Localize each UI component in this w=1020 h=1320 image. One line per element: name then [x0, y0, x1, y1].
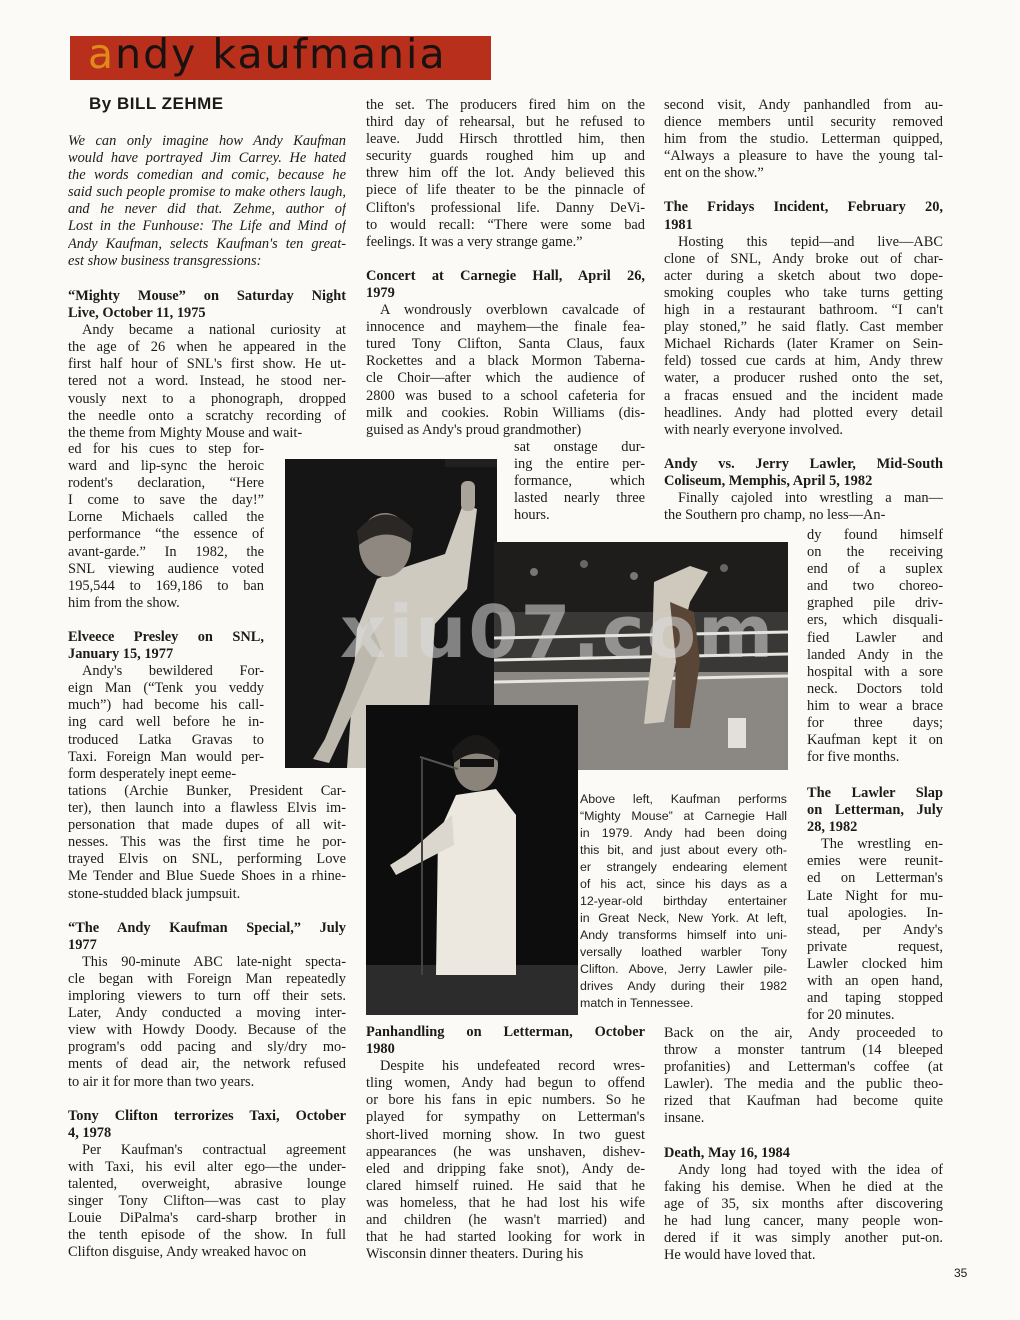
text-line: ent on the show.”	[664, 165, 764, 182]
text-line: A wondrously overblown cavalcade of	[380, 302, 645, 319]
text-line: performance “the essence of	[68, 526, 264, 543]
article-title	[88, 30, 447, 78]
heading-fridays	[664, 199, 943, 233]
text-line: milk and cookies. Robin Williams (dis-	[366, 404, 645, 421]
text-line: piece of life theater to be the pinnacle of	[366, 182, 645, 199]
text-line: security guards roughed him up and	[366, 148, 645, 165]
text-line: fied Lawler and	[807, 629, 943, 646]
col3-bottom	[664, 1025, 943, 1264]
text-line: ed for his cues to step for-	[68, 441, 264, 457]
text-line: ward and lip-sync the heroic	[68, 458, 264, 475]
text-line: rized that Kaufman had become quite	[664, 1093, 943, 1110]
text-line: much”) had become his call-	[68, 697, 264, 714]
death-text	[664, 1162, 943, 1265]
text-line: Wisconsin dinner theaters. During his	[366, 1246, 584, 1263]
panhandling-cont	[664, 97, 943, 182]
col3-wrap-1	[807, 527, 943, 766]
text-line: Rockettes and a black Mormon Taberna-	[366, 353, 645, 370]
col1-top	[68, 288, 346, 442]
text-line: We can only imagine how Andy Kaufman	[68, 133, 346, 149]
text-line: with nearly everyone involved.	[664, 421, 844, 438]
clifton-text	[68, 1142, 346, 1262]
text-line: SNL viewing audience voted	[68, 560, 264, 577]
mighty-mouse-text-a	[68, 322, 346, 442]
text-line: Michael Richards (later Kramer on Sein-	[664, 336, 943, 353]
text-line: the Southern pro champ, no less—An-	[664, 507, 886, 524]
carnegie-text-a	[366, 302, 645, 439]
text-line: tured Tony Clifton, Santa Claus, faux	[366, 336, 645, 353]
col3-top	[664, 97, 943, 524]
text-line: Lawler). The media and the public theo-	[664, 1076, 943, 1093]
text-line: program's odd pacing and sly/dry mo-	[68, 1039, 346, 1056]
text-line: in 1979. Andy had been doing	[580, 826, 787, 840]
heading-mighty-mouse	[68, 288, 346, 322]
text-line: graphed pile driv-	[807, 595, 943, 612]
text-line: stead, per Andy's	[807, 921, 943, 938]
panhandling-text	[366, 1058, 645, 1263]
text-line: 2800 was bused to a school cafeteria for	[366, 387, 645, 404]
text-line: 4, 1978	[68, 1124, 112, 1141]
text-line: 1979	[366, 284, 395, 301]
text-line: lasted nearly three	[514, 490, 645, 507]
text-line: Louie DiPalma's card-sharp brother in	[68, 1210, 346, 1227]
text-line: feld) tossed cue cards at him, Andy threw	[664, 353, 943, 370]
text-line: Lorne Michaels called the	[68, 509, 264, 526]
text-line: Back on the air, Andy proceeded to	[664, 1025, 943, 1041]
heading-elveece	[68, 629, 264, 663]
text-line: a fracas ensued and the incident made	[664, 387, 943, 404]
lawler-text-a	[664, 490, 943, 524]
text-line: “Always a pleasure to have the young tal-	[664, 148, 943, 165]
text-line: dience members until security removed	[664, 114, 943, 131]
text-line: the theme from Mighty Mouse and wait-	[68, 424, 303, 441]
carnegie-text-b	[514, 439, 645, 524]
photo-clifton	[366, 705, 578, 1015]
special-text	[68, 954, 346, 1091]
text-line: formance, which	[514, 473, 645, 490]
text-line: rodent's declaration, “Here	[68, 475, 264, 492]
text-line: “Mighty Mouse” at Carnegie Hall	[580, 809, 787, 823]
text-line: This 90-minute ABC late-night specta-	[82, 953, 346, 970]
text-line: end of a suplex	[807, 561, 943, 578]
text-line: guised as Andy's proud grandmother)	[366, 421, 582, 438]
text-line: The Fridays Incident, February 20,	[664, 199, 943, 216]
text-line: imploring viewers to turn off their sets.	[68, 988, 346, 1005]
text-line: Per Kaufman's contractual agreement	[82, 1141, 346, 1158]
text-line: trayed Elvis on SNL, performing Love	[68, 851, 346, 868]
text-line: drives Andy during their 1982	[580, 979, 787, 993]
col1-bottom	[68, 783, 346, 1261]
text-line: ments of dead air, the network refused	[68, 1056, 346, 1073]
text-line: and children (he wasn't married) and	[366, 1212, 645, 1229]
text-line: dy found himself	[807, 527, 943, 543]
text-line: him from the studio. Letterman quipped,	[664, 131, 943, 148]
text-line: the needle onto a scratchy recording of	[68, 407, 346, 424]
text-line: Andy long had toyed with the idea of	[678, 1161, 943, 1178]
text-line: was homeless, that he had lost his wife	[366, 1194, 645, 1211]
text-line: for 20 minutes.	[807, 1007, 895, 1024]
text-line: Panhandling on Letterman, October	[366, 1024, 645, 1040]
text-line: tered not a word. Instead, he stood ner-	[68, 373, 346, 390]
text-line: feelings. It was a very strange game.”	[366, 233, 583, 250]
text-line: play stoned,” he said flatly. Cast member	[664, 319, 943, 336]
text-line: er strangely endearing element	[580, 860, 787, 874]
photo-clifton-image	[366, 705, 578, 1015]
text-line: 195,544 to 169,186 to ban	[68, 577, 264, 594]
title-banner	[70, 30, 491, 80]
text-line: faking his demise. When he died at the	[664, 1178, 943, 1195]
text-line: to would recall: “There were some bad	[366, 216, 645, 233]
text-line: The wrestling en-	[821, 836, 943, 853]
text-line: est show business transgressions:	[68, 252, 262, 269]
text-line: troduced Latka Gravas to	[68, 731, 264, 748]
text-line: Clifton. Above, Jerry Lawler pile-	[580, 962, 787, 976]
slap-text-a	[807, 836, 943, 1024]
text-line: The Lawler Slap	[807, 785, 943, 801]
text-line: of his act, since his days as a	[580, 877, 787, 891]
heading-special	[68, 920, 346, 954]
text-line: headlines. Andy had plotted every detail	[664, 404, 943, 421]
text-line: for three days;	[807, 715, 943, 732]
elveece-text-b	[68, 783, 346, 903]
text-line: Later, Andy conducted a moving inter-	[68, 1005, 346, 1022]
text-line: for five months.	[807, 749, 900, 766]
text-line: ers, which disquali-	[807, 612, 943, 629]
text-line: first half hour of SNL's first show. He ut-	[68, 356, 346, 373]
text-line: Andy became a national curiosity at	[82, 322, 346, 339]
text-line: view with Howdy Doody. Because of the	[68, 1022, 346, 1039]
text-line: stone-studded black jumpsuit.	[68, 885, 241, 902]
title-rest: ndy kaufmania	[115, 30, 447, 78]
text-line: on Letterman, July	[807, 802, 943, 819]
text-line: smoking couples who take turns getting	[664, 284, 943, 301]
heading-panhandling	[366, 1024, 645, 1058]
text-line: Finally cajoled into wrestling a man—	[678, 489, 943, 506]
text-line: 1980	[366, 1041, 395, 1058]
page-number: 35	[954, 1266, 968, 1280]
text-line: third day of rehearsal, but he refused to	[366, 114, 645, 131]
text-line: hospital with a sore	[807, 663, 943, 680]
text-line: ter), then launch into a flawless Elvis im-	[68, 800, 346, 817]
text-line: clared himself ruined. He said that he	[366, 1177, 645, 1194]
text-line: nesses. This was the first time he por-	[68, 834, 346, 851]
text-line: cle Choir—after which the audience of	[366, 370, 645, 387]
slap-text-b	[664, 1025, 943, 1128]
lawler-text-b	[807, 527, 943, 766]
text-line: form desperately inept eeme-	[68, 765, 237, 782]
text-line: Clifton disguise, Andy wreaked havoc on	[68, 1244, 307, 1261]
text-line: with an open hand,	[807, 973, 943, 990]
text-line: and taping stopped	[807, 990, 943, 1007]
text-line: talented, overweight, abrasive lounge	[68, 1175, 346, 1192]
text-line: Live, October 11, 1975	[68, 305, 206, 322]
text-line: and he never did that. Zehme, author of	[68, 201, 346, 218]
text-line: emies were reunit-	[807, 853, 943, 870]
col2-bottom	[366, 1024, 645, 1263]
text-line: Lost in the Funhouse: The Life and Mind of	[68, 218, 346, 235]
text-line: him from the show.	[68, 594, 180, 611]
text-line: profanities) and Letterman's coffee (at	[664, 1059, 943, 1076]
text-line: private request,	[807, 938, 943, 955]
text-line: sat onstage dur-	[514, 439, 645, 455]
text-line: the words comedian and comic, because he	[68, 167, 346, 184]
text-line: Andy Kaufman, selects Kaufman's ten great-	[68, 235, 346, 252]
heading-slap	[807, 785, 943, 836]
heading-death	[664, 1145, 943, 1162]
elveece-text-a	[68, 663, 264, 783]
text-line: Tony Clifton terrorizes Taxi, October	[68, 1107, 346, 1124]
text-line: water, a producer rushed onto the set,	[664, 370, 943, 387]
watermark: xiu07.com	[340, 590, 776, 674]
col2-top	[366, 97, 645, 439]
text-line: Despite his undefeated record wres-	[380, 1058, 645, 1075]
text-line: vously next to a phonograph, dropped	[68, 390, 346, 407]
text-line: versally loathed warbler Tony	[580, 945, 787, 959]
text-line: innocence and mayhem—the finale fea-	[366, 319, 645, 336]
clifton-cont	[366, 97, 645, 251]
text-line: Lawler clocked him	[807, 955, 943, 972]
text-line: threw him off the lot. Andy believed this	[366, 165, 645, 182]
heading-clifton	[68, 1108, 346, 1142]
text-line: 1981	[664, 216, 693, 233]
text-line: leave. Judd Hirsch throttled him, then	[366, 131, 645, 148]
col3-wrap-2	[807, 785, 943, 1024]
text-line: Late Night for mu-	[807, 887, 943, 904]
text-line: the age of 26 when he appeared in the	[68, 339, 346, 356]
text-line: eign Man (“Tenk you veddy	[68, 680, 264, 697]
intro-paragraph	[68, 133, 346, 270]
heading-carnegie	[366, 268, 645, 302]
text-line: January 15, 1977	[68, 646, 174, 663]
text-line: Kaufman kept it on	[807, 732, 943, 749]
text-line: insane.	[664, 1110, 705, 1127]
text-line: him to wear a brace	[807, 697, 943, 714]
photo-caption	[580, 791, 787, 1012]
text-line: and two choreo-	[807, 578, 943, 595]
text-line: ing card well before he in-	[68, 714, 264, 731]
text-line: on the receiving	[807, 544, 943, 561]
text-line: 28, 1982	[807, 819, 858, 836]
text-line: Elveece Presley on SNL,	[68, 628, 264, 645]
text-line: Andy vs. Jerry Lawler, Mid-South	[664, 455, 943, 472]
text-line: or bore his fans in epic numbers. So he	[366, 1092, 645, 1109]
text-line: eled and dripping fake snot), Andy de-	[366, 1160, 645, 1177]
text-line: ed on Letterman's	[807, 870, 943, 887]
fridays-text	[664, 234, 943, 439]
byline: By BILL ZEHME	[89, 94, 224, 113]
text-line: landed Andy in the	[807, 646, 943, 663]
text-line: cle began with Foreign Man repeatedly	[68, 970, 346, 987]
title-initial: a	[88, 30, 116, 78]
text-line: with Taxi, his evil alter ego—the under-	[68, 1158, 346, 1175]
text-line: Hosting this tepid—and live—ABC	[678, 233, 943, 250]
text-line: “Mighty Mouse” on Saturday Night	[68, 288, 346, 304]
text-line: 1977	[68, 936, 97, 953]
text-line: I come to save the day!”	[68, 492, 264, 509]
text-line: match in Tennessee.	[580, 996, 694, 1010]
text-line: played for sympathy on Letterman's	[366, 1109, 645, 1126]
heading-lawler	[664, 456, 943, 490]
text-line: Death, May 16, 1984	[664, 1144, 790, 1161]
text-line: the tenth episode of the show. In full	[68, 1227, 346, 1244]
text-line: singer Tony Clifton—was cast to play	[68, 1193, 346, 1210]
text-line: in Great Neck, New York. At left,	[580, 911, 787, 925]
text-line: that he had started looking for work in	[366, 1229, 645, 1246]
mighty-mouse-text-b	[68, 441, 264, 612]
text-line: Clifton's professional life. Danny DeVi-	[366, 199, 645, 216]
text-line: he had lung cancer, many people won-	[664, 1212, 943, 1229]
text-line: throw a monster tantrum (14 bleeped	[664, 1042, 943, 1059]
text-line: Me Tender and Blue Suede Shoes in a rhine-	[68, 868, 346, 885]
text-line: clone of SNL, Andy broke out of char-	[664, 250, 943, 267]
text-line: Andy transforms himself into uni-	[580, 928, 787, 942]
text-line: tations (Archie Bunker, President Car-	[68, 783, 346, 799]
text-line: would have portrayed Jim Carrey. He hated	[68, 150, 346, 167]
text-line: Taxi. Foreign Man would per-	[68, 748, 264, 765]
text-line: Concert at Carnegie Hall, April 26,	[366, 267, 645, 284]
col2-wrap	[514, 439, 645, 524]
text-line: acter during a sketch about two dope-	[664, 267, 943, 284]
text-line: “The Andy Kaufman Special,” July	[68, 919, 346, 936]
text-line: appearances (he was unshaven, dishev-	[366, 1143, 645, 1160]
text-line: personation that made dupes of all wit-	[68, 817, 346, 834]
text-line: said such people promise to make others laugh,	[68, 184, 346, 201]
text-line: Andy's bewildered For-	[82, 663, 264, 680]
col1-wrap-1	[68, 441, 264, 783]
text-line: hours.	[514, 507, 550, 524]
text-line: age of 35, six months after discovering	[664, 1195, 943, 1212]
text-line: the set. The producers fired him on the	[366, 97, 645, 113]
text-line: He would have loved that.	[664, 1247, 816, 1264]
text-line: tual apologies. In-	[807, 904, 943, 921]
text-line: this bit, and just about every oth-	[580, 843, 787, 857]
text-line: tling women, Andy had begun to offend	[366, 1075, 645, 1092]
text-line: high in a restaurant bathroom. “I can't	[664, 302, 943, 319]
text-line: short-lived morning show. In two guest	[366, 1126, 645, 1143]
text-line: neck. Doctors told	[807, 680, 943, 697]
text-line: 12-year-old birthday entertainer	[580, 894, 787, 908]
text-line: avant-garde.” In 1982, the	[68, 543, 264, 560]
text-line: Coliseum, Memphis, April 5, 1982	[664, 472, 873, 489]
text-line: to air it for more than two years.	[68, 1073, 255, 1090]
text-line: Above left, Kaufman performs	[580, 792, 787, 806]
text-line: second visit, Andy panhandled from au-	[664, 97, 943, 113]
text-line: dered if it was simply another put-on.	[664, 1230, 943, 1247]
text-line: ing the entire per-	[514, 456, 645, 473]
